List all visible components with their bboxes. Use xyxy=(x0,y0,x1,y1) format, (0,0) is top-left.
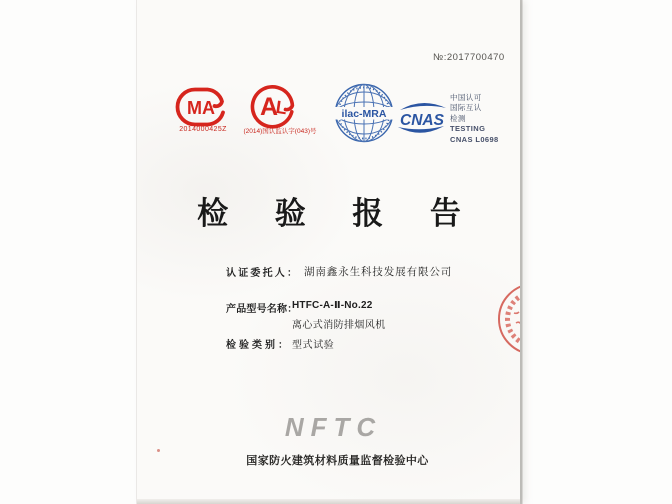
nftc-wordmark: NFTC xyxy=(284,412,383,442)
cma-accreditation-icon xyxy=(175,86,229,128)
ilac-mra-label: ilac-MRA xyxy=(341,108,387,120)
organization-name: 国家防火建筑材料质量监督检验中心 xyxy=(246,455,429,467)
cnas-line: 中国认可 xyxy=(450,93,482,102)
cal-caption: (2014)国认监认字(043)号 xyxy=(243,128,317,135)
report-title: 检 验 报 告 xyxy=(197,196,480,231)
cal-letter-l: L xyxy=(274,96,289,119)
cnas-logo-icon xyxy=(395,100,449,136)
field-value-product-model: HTFC-A-Ⅱ-No.22 xyxy=(292,300,373,311)
field-label-applicant: 认证委托人： xyxy=(226,268,300,279)
field-value-applicant: 湖南鑫永生科技发展有限公司 xyxy=(304,266,453,278)
ilac-mra-globe-icon xyxy=(333,82,395,144)
cnas-text-block xyxy=(450,93,499,145)
field-value-product-name: 离心式消防排烟风机 xyxy=(292,320,386,331)
field-value-test-category: 型式试验 xyxy=(292,340,335,351)
cma-caption: 2014000425Z xyxy=(179,126,227,133)
cal-accreditation-icon xyxy=(249,83,297,129)
field-label-product-model: 产品型号名称： xyxy=(226,304,298,315)
cma-letters: MA xyxy=(187,98,215,118)
report-number: №:2017700470 xyxy=(433,52,505,63)
cnas-line: TESTING xyxy=(450,124,486,134)
cal-letter-a: A xyxy=(260,93,279,121)
cnas-line: 检测 xyxy=(450,113,466,123)
cnas-line: CNAS L0698 xyxy=(450,134,499,144)
cnas-wordmark: CNAS xyxy=(400,112,444,129)
cnas-line: 国际互认 xyxy=(450,103,482,113)
page-bottom-edge-shadow xyxy=(137,499,520,504)
red-seal-icon xyxy=(494,279,520,359)
field-label-test-category: 检验类别： xyxy=(226,340,291,351)
certificate-page xyxy=(137,0,520,504)
